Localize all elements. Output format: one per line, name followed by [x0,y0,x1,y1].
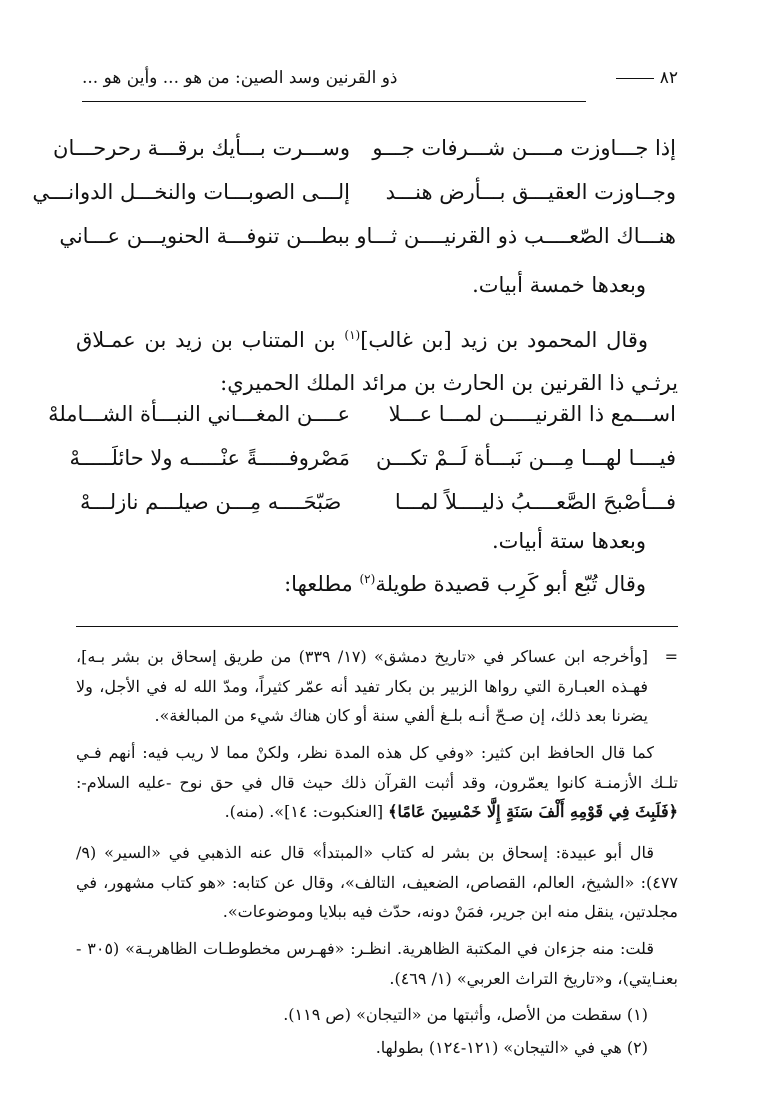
paragraph-text: وقال تُبّع أبو كَرِب قصيدة طويلة [375,572,646,596]
verse [59,224,676,268]
footnote-text: [وأخرجه ابن عساكر في «تاريخ دمشق» (١٧/ ٣٣٩) من طريق إسحاق بن بشر بـه]، فهـذه العبـارة التي رواها الزبير بن بكار تفيد أنه عمّر كثيراً، ومدّ الله له في الأجل، ولا يضرنا بعد ذلك، إن صـحّ أنـه بلـغ ألفي سنة أو كان هناك شيء من المبالغة». [76,647,649,726]
after-poem-2-note: وبعدها ستة أبيات. [491,529,646,553]
verse-second-hemistich: عــــن المغـــاني النبـــأة الشـــاملهْ [48,402,350,426]
poem-2 [48,402,676,534]
header-dash [616,78,654,79]
verse-second-hemistich: مَصْروفـــــةً عنْـــــه ولا حائلَـــــهْ [69,446,350,470]
footnote-ibn-kathir [76,738,678,827]
poem-1 [32,136,676,268]
paragraph-text: وقال المحمود بن زيد [بن غالب] [360,328,648,352]
verse-first-hemistich: وجــاوزت العقيـــق بـــأرض هنـــد [385,180,676,204]
footnote-abu-ubayda [76,838,678,927]
continuation-marker: = [664,647,678,666]
footnote-text: [العنكبوت: ١٤]». (منه). [224,802,389,822]
verse [48,402,676,446]
footnote-2: (٢) هي في «التيجان» (١٢١-١٢٤) بطولها. [375,1038,648,1057]
footnote-ref-1: (١) [344,328,361,342]
after-poem-1-note: وبعدها خمسة أبيات. [472,273,646,297]
page-number: ٨٢ [616,68,678,88]
verse [69,446,676,490]
footnote-text: قال أبو عبيدة: إسحاق بن بشر له كتاب «المبتدأ» قال عنه الذهبي في «السير» (٩/ ٤٧٧): «الشيخ، العالم، القصاص، الضعيف، التالف»، وقال عن كتابه: «هو كتاب مشهور، في مجلدتين، ينقل منه ابن جرير، فمَنْ دونه، حدّث فيه ببلايا وموضوعات». [76,843,678,922]
footnote-qultu [76,934,678,993]
running-title: ذو القرنين وسد الصين: من هو ... وأين هو ... [82,68,398,88]
verse-first-hemistich: فيــــا لهـــا مِـــن نَبـــأة لَــمْ تكـــن [376,446,676,470]
footnote-ref-2: (٢) [359,572,376,586]
verse-second-hemistich: إلـــى الصوبـــات والنخـــل الدوانـــي [32,180,350,204]
footnote-continuation [76,642,678,731]
running-header [82,66,678,106]
verse-first-hemistich: إذا جـــاوزت مــــن شـــرفات جـــو [372,136,676,160]
paragraph-mahmoud [76,314,678,405]
verse-first-hemistich: فـــأصْبحَ الصَّعــــبُ ذليــــلاً لمـــا [394,490,676,514]
verse [32,180,676,224]
verse [53,136,676,180]
paragraph-tubba [76,570,646,599]
footnote-1: (١) سقطت من الأصل، وأثبتها من «التيجان» (ص ١١٩). [283,1005,648,1024]
verse-first-hemistich: اســـمع ذا القرنيـــــن لمـــا عـــلا [388,402,676,426]
paragraph-text: بن المتناب بن زيد بن عمـلاق يرثـي ذا القرنين بن الحارث بن مرائد الملك الحميري: [76,328,678,395]
footnote-text: قلت: منه جزءان في المكتبة الظاهرية. انظـر: «فهـرس مخطوطـات الظاهريـة» (٣٠٥ - بعنـايتي)، و«تاريخ التراث العربي» (١/ ٤٦٩). [76,939,678,988]
verse-second-hemistich: صَبّحَــــه مِـــن صيلـــم نازلـــهْ [80,490,342,514]
paragraph-text: مطلعها: [284,572,360,596]
header-rule [82,101,586,102]
footnote-text: كما قال الحافظ ابن كثير: «وفي كل هذه المدة نظر، ولكنْ مما لا ريب فيه: أنهم فـي تلـك الأزمنـة كانوا يعمّرون، وقد أثبت القرآن ذلك حيث قال في حق نوح -عليه السلام-: [76,743,678,792]
verse-first-hemistich: هنـــاك الصّعــــب ذو القرنيــــن ثـــاو [356,224,676,248]
verse-second-hemistich: وســـرت بـــأيك برقـــة رحرحـــان [53,136,350,160]
quran-verse: ﴿فَلَبِثَ فِي قَوْمِهِ أَلْفَ سَنَةٍ إِلَّا خَمْسِينَ عَامًا﴾ [388,802,678,822]
footnote-separator [76,626,678,627]
verse-second-hemistich: ببطـــن تنوفـــة الحنويـــن عـــاني [59,224,350,248]
